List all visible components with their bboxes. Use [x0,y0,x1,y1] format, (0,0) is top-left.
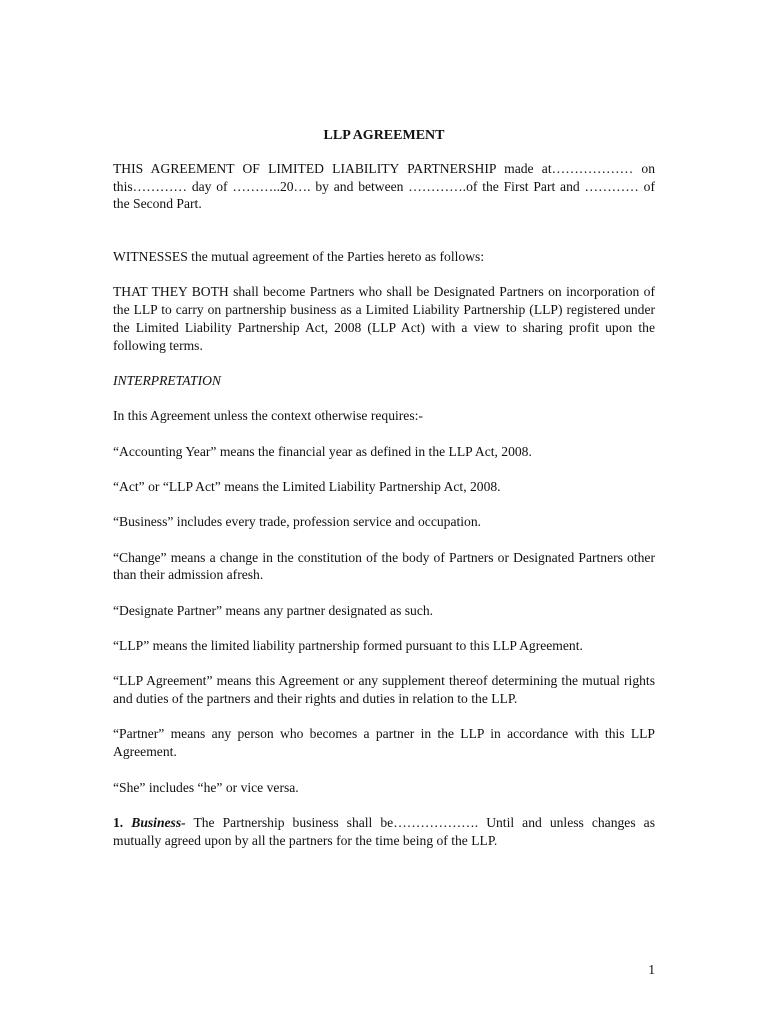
clause-1-business [113,814,655,850]
witnesses-paragraph: WITNESSES the mutual agreement of the Parties hereto as follows: [113,249,485,265]
definition-llp: “LLP” means the limited liability partnership formed pursuant to this LLP Agreement. [113,638,583,654]
intro-paragraph: THIS AGREEMENT OF LIMITED LIABILITY PARTNERSHIP made at……………… on this………… day of ………..20…. by and between ………….of the First Part and ………… of the Second Part. [113,160,655,212]
clause-1-title: Business- [131,814,186,830]
definition-she: “She” includes “he” or vice versa. [113,779,299,795]
definition-act: “Act” or “LLP Act” means the Limited Liability Partnership Act, 2008. [113,479,501,495]
interpretation-heading: INTERPRETATION [113,373,221,389]
document-title: LLP AGREEMENT [323,128,445,143]
definition-business: “Business” includes every trade, profession service and occupation. [113,514,482,530]
page-number: 1 [648,962,655,977]
that-they-both-paragraph: THAT THEY BOTH shall become Partners who shall be Designated Partners on incorporation of the LLP to carry on partnership business as a Limited Liability Partnership (LLP) registered under the Limited Liability Partnership Act, 2008 (LLP Act) with a view to sharing profit upon the following terms. [113,284,655,353]
definition-llp-agreement: “LLP Agreement” means this Agreement or any supplement thereof determining the mutual rights and duties of the partners and their rights and duties in relation to the LLP. [113,673,655,707]
definition-designate-partner: “Designate Partner” means any partner designated as such. [113,602,434,618]
interpretation-intro: In this Agreement unless the context otherwise requires:- [113,408,423,424]
document-page [113,127,655,867]
definition-accounting-year: “Accounting Year” means the financial year as defined in the LLP Act, 2008. [113,443,532,459]
clause-1-text: The Partnership business shall be………………. Until and unless changes as mutually agreed upon by all the partners for the time being of the LLP. [113,814,655,848]
definition-partner: “Partner” means any person who becomes a partner in the LLP in accordance with this LLP Agreement. [113,726,655,760]
clause-1-number: 1. [113,814,124,830]
definition-change: “Change” means a change in the constitution of the body of Partners or Designated Partners other than their admission afresh. [113,549,655,583]
